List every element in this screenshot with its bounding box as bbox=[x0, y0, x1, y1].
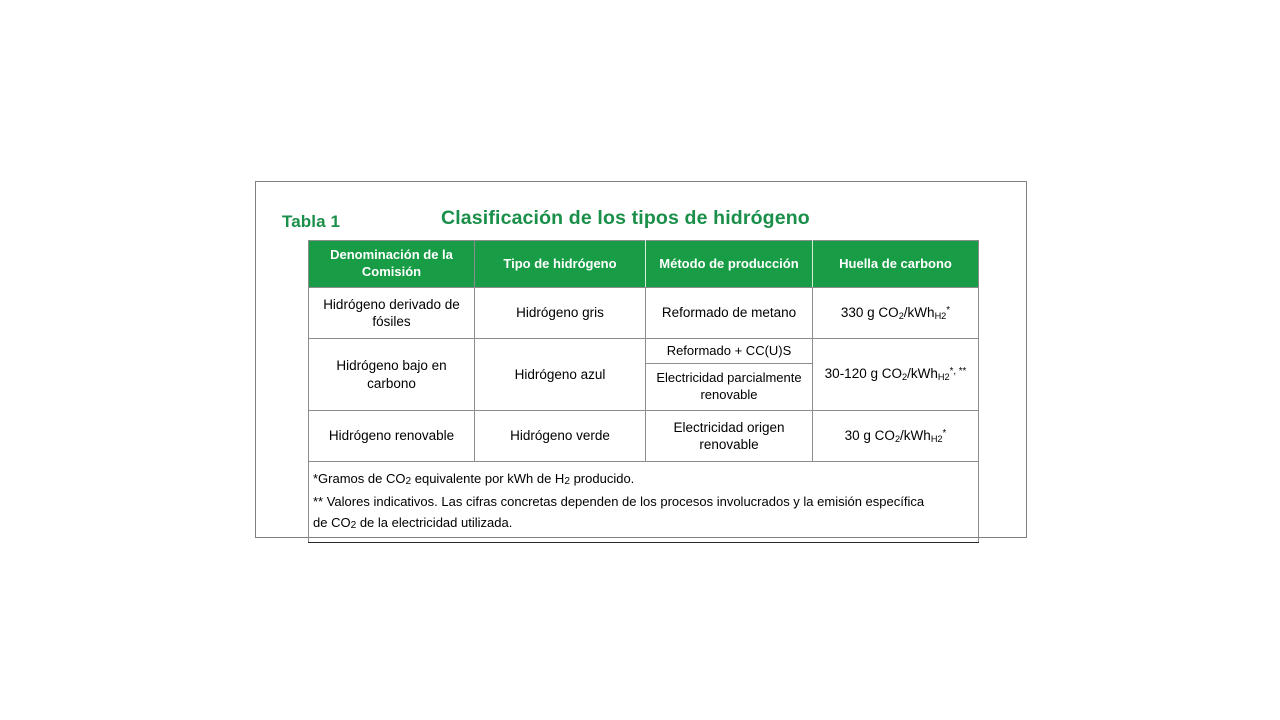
footnote-1-text-c: producido. bbox=[569, 471, 635, 486]
figure-frame bbox=[255, 181, 1027, 538]
cell-tipo: Hidrógeno gris bbox=[475, 288, 646, 339]
figure-title: Clasificación de los tipos de hidrógeno bbox=[441, 207, 810, 229]
column-header-tipo: Tipo de hidrógeno bbox=[475, 241, 646, 288]
footnote-line-1 bbox=[313, 468, 974, 491]
table-row bbox=[309, 288, 979, 339]
cell-huella bbox=[813, 339, 979, 411]
figure-caption bbox=[256, 194, 1026, 230]
huella-unit: /kWh bbox=[903, 304, 935, 320]
huella-footnote-mark: *, ** bbox=[949, 366, 967, 378]
huella-value: 30 g CO bbox=[844, 427, 895, 443]
footnote-3-text-b: de la electricidad utilizada. bbox=[356, 514, 513, 530]
cell-metodo: Electricidad parcialmente renovable bbox=[646, 364, 813, 411]
cell-huella bbox=[813, 411, 979, 462]
footnote-3-text-a: de CO bbox=[313, 514, 351, 530]
cell-metodo: Reformado de metano bbox=[646, 288, 813, 339]
cell-metodo: Reformado + CC(U)S bbox=[646, 339, 813, 364]
huella-sub-co2: 2 bbox=[901, 372, 908, 383]
footnote-line-3 bbox=[313, 512, 974, 535]
huella-value: 330 g CO bbox=[840, 304, 899, 320]
huella-footnote-mark: * bbox=[946, 304, 951, 316]
huella-unit: /kWh bbox=[900, 427, 931, 443]
table-header bbox=[309, 241, 979, 288]
column-header-huella: Huella de carbono bbox=[813, 241, 979, 288]
hydrogen-classification-table bbox=[308, 240, 979, 543]
table-body bbox=[309, 288, 979, 543]
cell-denominacion: Hidrógeno renovable bbox=[309, 411, 475, 462]
column-header-metodo: Método de producción bbox=[646, 241, 813, 288]
table-row bbox=[309, 339, 979, 364]
huella-value: 30-120 g CO bbox=[824, 366, 902, 382]
footnote-1-sub-h2: 2 bbox=[564, 476, 570, 488]
huella-sub-h2: H2 bbox=[934, 310, 947, 321]
footnote-1-sub-co2: 2 bbox=[405, 476, 412, 488]
table-row bbox=[309, 411, 979, 462]
huella-sub-co2: 2 bbox=[894, 433, 901, 444]
table-number-label: Tabla 1 bbox=[282, 212, 341, 231]
cell-metodo: Electricidad origen renovable bbox=[646, 411, 813, 462]
table-footnotes bbox=[309, 462, 979, 543]
cell-tipo: Hidrógeno verde bbox=[475, 411, 646, 462]
cell-denominacion: Hidrógeno derivado de fósiles bbox=[309, 288, 475, 339]
footnote-3-sub-co2: 2 bbox=[350, 519, 357, 531]
huella-sub-h2: H2 bbox=[930, 433, 943, 444]
table-header-row bbox=[309, 241, 979, 288]
column-header-denominacion: Denominación de la Comisión bbox=[309, 241, 475, 288]
cell-huella bbox=[813, 288, 979, 339]
huella-sub-h2: H2 bbox=[937, 372, 950, 383]
footnote-line-2: ** Valores indicativos. Las cifras concretas dependen de los procesos involucrados y la emisión específica bbox=[313, 493, 925, 509]
footnote-1-text-b: equivalente por kWh de H bbox=[411, 471, 565, 486]
table-footnotes-row bbox=[309, 462, 979, 543]
huella-footnote-mark: * bbox=[942, 427, 947, 439]
huella-sub-co2: 2 bbox=[898, 310, 904, 321]
cell-tipo: Hidrógeno azul bbox=[475, 339, 646, 411]
huella-unit: /kWh bbox=[907, 366, 938, 382]
cell-denominacion: Hidrógeno bajo en carbono bbox=[309, 339, 475, 411]
footnote-1-text-a: *Gramos de CO bbox=[313, 471, 406, 486]
